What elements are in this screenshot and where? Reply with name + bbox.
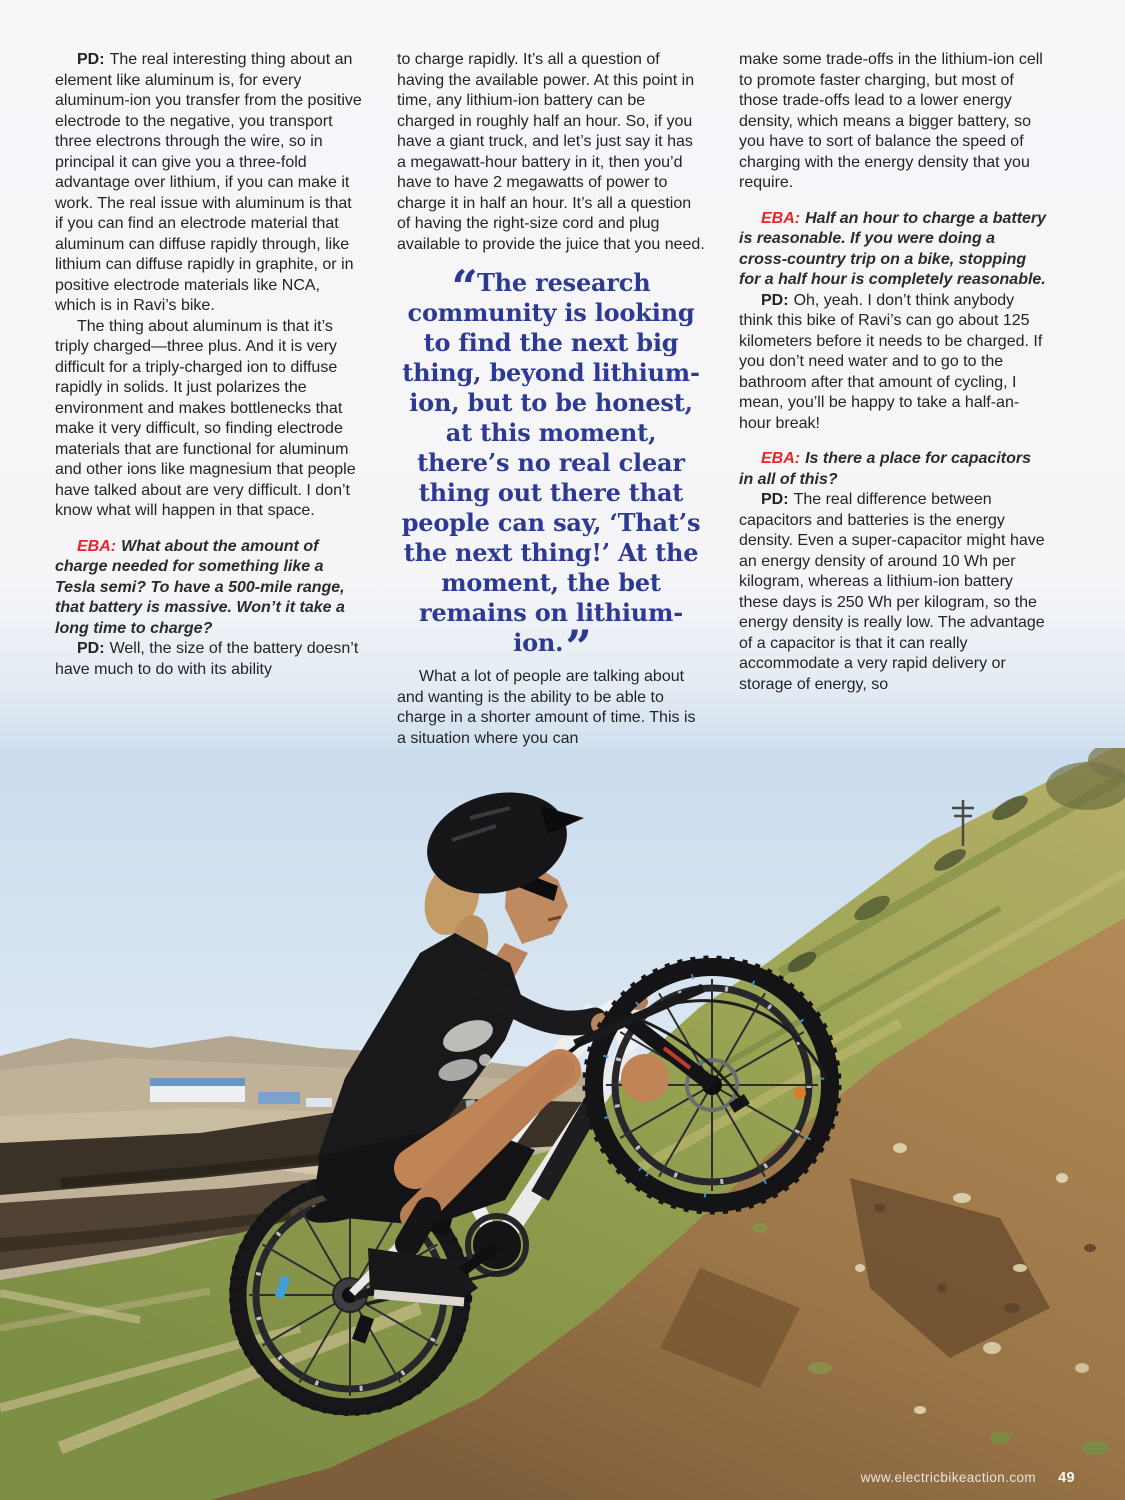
column-3 [739,50,1047,748]
pull-quote-text: The research community is looking to find the next big thing, beyond lithium-ion, but to be honest, at this moment, there’s no real clear thing out there that people can say, ‘That’s the next thing!’ At the moment, the bet remains on lithium-ion. [401,268,701,657]
close-quote-icon: ” [565,620,589,674]
paragraph [55,50,363,317]
page-footer [861,1470,1075,1486]
paragraph-text: What a lot of people are talking about and wanting is the ability to be able to charge in a shorter amount of time. This is a situation where you can [397,668,696,747]
speaker-label: EBA: [77,537,117,555]
pull-quote [397,260,705,674]
paragraph-text: The thing about aluminum is that it’s triply charged—three plus. And it is very difficult for a triply-charged ion to diffuse rapidly in solids. It just polarizes the environment and makes bottlenecks that make it very difficult, so finding electrode materials that are functional for aluminum and other ions like magnesium that people have talked about are very difficult. I don’t know what will happen in that space. [55,317,356,519]
speaker-label: EBA: [761,450,801,467]
paragraph-question [55,537,363,640]
grass-tuft [1081,1441,1109,1455]
sock [408,1210,428,1244]
article-text-area [0,0,1125,748]
page-number: 49 [1058,1470,1075,1486]
column-2 [397,50,705,748]
paragraph [739,291,1047,435]
photo-illustration [0,748,1125,1500]
paragraph-question [739,449,1047,490]
paragraph-text: The real interesting thing about an element like aluminum is, for every aluminum-ion you transfer from the positive electrode to the negative, you transport three electrons through the wire, so in principal it can give you a three-fold advantage over lithium, if you can make it work. The real issue with aluminum is that if you can find an electrode material that aluminum can diffuse rapidly through, like lithium can diffuse rapidly in graphite, or in positive electrode materials like NCA, which is in Ravi’s bike. [55,51,362,314]
paragraph-text: Well, the size of the battery doesn’t have much to do with its ability [55,640,359,678]
website-url: www.electricbikeaction.com [860,1470,1037,1485]
paragraph [397,50,705,255]
paragraph-text: to charge rapidly. It’s all a question of having the available power. At this point in time, any lithium-ion battery can be charged in roughly half an hour. So, if you have a giant truck, and let’s just say it has a megawatt-hour battery in it, then you’d have to have 2 megawatts of power to charge it in half an hour. It’s all a question of having the right-size cord and plug available to provide the juice that you need. [397,51,705,253]
speaker-label: PD: [761,491,789,508]
far-knee [621,1054,669,1102]
open-quote-icon: “ [451,260,475,314]
paragraph [397,667,705,748]
column-1 [55,50,363,748]
speaker-label: PD: [77,640,105,657]
paragraph-text: Half an hour to charge a battery is reasonable. If you were doing a cross-country trip on a bike, stopping for a half hour is completely reasonable. [739,209,1047,288]
speaker-label: PD: [761,291,789,309]
speaker-label: PD: [77,51,105,68]
paragraph-text: make some trade-offs in the lithium-ion cell to promote faster charging, but most of those trade-offs lead to a lower energy density, which means a bigger battery, so you have to sort of balance the speed of charging with the energy density that you require. [739,51,1043,191]
speaker-label: EBA: [761,209,801,227]
paragraph [55,639,363,680]
reflector [794,1087,806,1099]
paragraph [55,317,363,522]
paragraph-text: The real difference between capacitors and batteries is the energy density. Even a super-capacitor might have an energy density of around 10 Wh per kilogram, whereas a lithium-ion battery these days is 250 Wh per kilogram, so the energy density is really low. The advantage of a capacitor is that it can really accommodate a very rapid delivery or storage of energy, so [739,491,1045,693]
paragraph-text: Is there a place for capacitors in all of this? [739,450,1031,488]
paragraph-text: Oh, yeah. I don’t think anybody think this bike of Ravi’s can go about 125 kilometers before it needs to be charged. If you don’t need water and to go to the bathroom after that amount of cycling, I mean, you’ll be happy to take a half-an-hour break! [739,291,1043,432]
paragraph [739,50,1047,194]
hero-photo [0,748,1125,1500]
paragraph [739,490,1047,695]
column-layout [0,0,1125,748]
paragraph-text: What about the amount of charge needed for something like a Tesla semi? To have a 500-mile range, that battery is massive. Won’t it take a long time to charge? [55,537,345,637]
paragraph-question [739,209,1047,291]
